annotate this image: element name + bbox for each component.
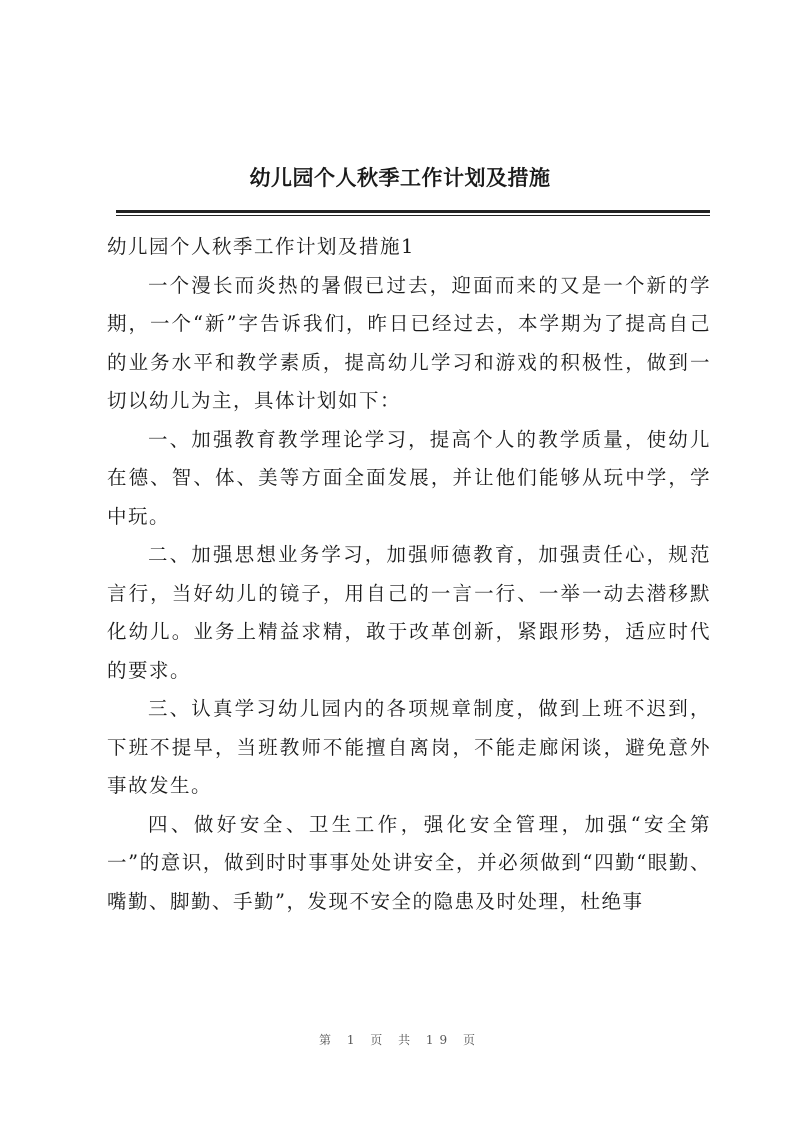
page-title: 幼儿园个人秋季工作计划及措施 [249,165,551,190]
paragraph-intro: 一个漫长而炎热的暑假已过去，迎面而来的又是一个新的学期，一个“新”字告诉我们，昨日已经过去，本学期为了提高自己的业务水平和教学素质，提高幼儿学习和游戏的积极性，做到一切以幼儿为主，具体计划如下： [107,273,711,412]
document-body [107,228,711,921]
page-footer: 第 1 页 共 19 页 [319,1033,481,1047]
paragraph-item-4: 四、做好安全、卫生工作，强化安全管理，加强“安全第一”的意识，做到时时事事处处讲安全，并必须做到“四勤“眼勤、嘴勤、脚勤、手勤”，发现不安全的隐患及时处理，杜绝事 [107,812,711,913]
paragraph-item-3: 三、认真学习幼儿园内的各项规章制度，做到上班不迟到，下班不提早，当班教师不能擅自离岗，不能走廊闲谈，避免意外事故发生。 [107,697,711,797]
section-heading: 幼儿园个人秋季工作计划及措施1 [107,235,415,258]
title-divider [116,210,710,213]
paragraph-item-2: 二、加强思想业务学习，加强师德教育，加强责任心，规范言行，当好幼儿的镜子，用自己的一言一行、一举一动去潜移默化幼儿。业务上精益求精，敢于改革创新，紧跟形势，适应时代的要求。 [107,543,711,682]
paragraph-item-1: 一、加强教育教学理论学习，提高个人的教学质量，使幼儿在德、智、体、美等方面全面发展，并让他们能够从玩中学，学中玩。 [107,427,711,528]
